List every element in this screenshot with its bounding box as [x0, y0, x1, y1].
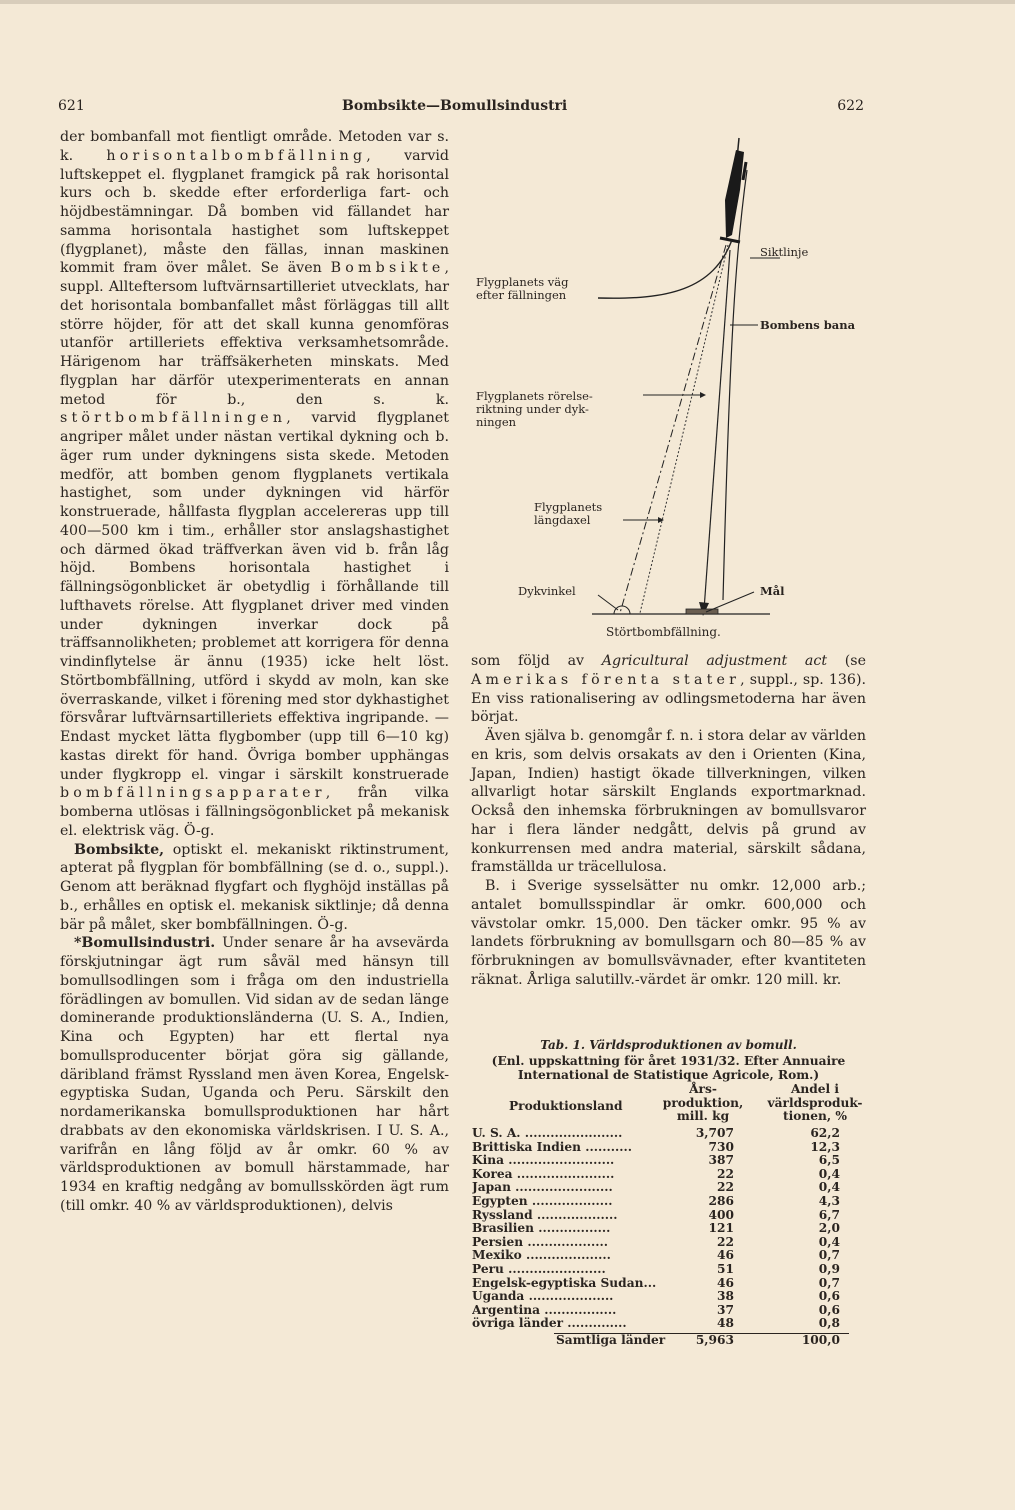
table-row: övriga länder .............. 48 0,8 [472, 1316, 840, 1331]
running-title: Bombsikte—Bomullsindustri [342, 98, 568, 114]
dive-bombing-diagram [468, 130, 868, 645]
label-mal: Mål [760, 584, 785, 598]
label-rorelseriktning: Flygplanets rörelse- riktning under dyk- ningen [476, 389, 593, 429]
table-row: U. S. A. ....................... 3,707 62,2 [472, 1126, 840, 1140]
table-row: Engelsk-egyptiska Sudan... 46 0,7 [472, 1275, 840, 1290]
page-number-left: 621 [58, 98, 85, 114]
table-row: Peru ....................... 51 0,9 [472, 1261, 840, 1276]
label-flygplanets-vag: Flygplanets väg efter fällningen [476, 275, 569, 302]
paragraph-continuation: som följd av Agricultural adjustment act (se Amerikas förenta stater, suppl., sp. 136). En viss rationalisering av odlingsmetoderna har även börjat. [471, 653, 866, 726]
column-header-country: Produktionsland [509, 1099, 623, 1113]
table-row: Uganda .................... 38 0,6 [472, 1289, 840, 1304]
table-row: Persien ................... 22 0,4 [472, 1234, 840, 1249]
entry-bomullsindustri: *Bomullsindustri. Under senare år ha avsevärda förskjutningar ägt rum såväl med hänsyn till bomullsodlingen som i fråga om den industriella förädlingen av bomullen. Vid sidan av de sedan länge dominerande produktionsländerna (U. S. A., Indien, Kina och Egypten) har ett flertal nya bomullsproducenter börjat göra sig gällande, däribland främst Ryssland men även Korea, Engelsk-egyptiska Sudan, Uganda och Peru. Särskilt den nordamerikanska bomullsproduktionen har hårt drabbats av den ekonomiska världskrisen. I U. S. A., varifrån en lång följd av år omkr. 60 % av världsproduktionen av bomull härstammade, har 1934 en kraftig nedgång av bomullsskörden ägt rum (till omkr. 40 % av världsproduktionen), delvis [60, 935, 449, 1214]
table-row: Brittiska Indien ........... 730 12,3 [472, 1139, 840, 1154]
table-row-total: Samtliga länder 5,963 100,0 [556, 1332, 840, 1347]
table-header [472, 1083, 864, 1127]
entry-heading: *Bomullsindustri. [74, 935, 216, 952]
paragraph-bombfallning: der bombanfall mot fientligt område. Metoden var s. k. horisontalbombfällning, varvid luftskeppet el. flygplanet framgick på rak horisontal kurs och b. skedde efter erforderliga fart- och höjdbestämningar. Då bomben vid fällandet har samma horisontala hastighet som luftskeppet (flygplanet), måste den fällas, innan maskinen kommit fram över målet. Se även Bombsikte, suppl. Allteftersom luftvärnsartilleriet utvecklats, har det horisontala bombanfallet måst förläggas till allt större höjder, för att det skall kunna genomföras utanför artilleriets effektiva verksamhetsområde. Härigenom har träffsäkerheten minskats. Med flygplan har därför utexperimenterats en annan metod för b., den s. k. störtbombfällningen, varvid flygplanet angriper målet under nästan vertikal dykning och b. äger rum under dykningens sista skede. Metoden medför, att bomben genom flygplanets vertikala hastighet, som under dykningen vid härför konstruerade, hållfasta flygplan accelereras upp till 400—500 km i tim., erhåller stor anslagshastighet och därmed ökad träffverkan även vid b. från låg höjd. Bombens horisontala hastighet i fällningsögonblicket är obetydlig i förhållande till lufthavets rörelse. Att flygplanet driver med vinden under dykningen inverkar dock på träffsannolikheten; problemet att korrigera för denna vindinflytelse är ännu (1935) icke helt löst. Störtbombfällning, utförd i skydd av moln, kan ske överraskande, vilket i förening med stor dykhastighet försvårar luftvärnsartilleriets effektiva ingripande. — Endast mycket lätta flygbomber (upp till 6—10 kg) kastas direkt för hand. Övriga bomber upphängas under flygkropp el. vingar i särskilt konstruerade bombfällningsapparater, från vilka bomberna utlösas i fällningsögonblicket på mekanisk el. elektrisk väg. Ö-g. [60, 129, 449, 839]
right-column [471, 652, 866, 990]
table-row: Kina ......................... 387 6,5 [472, 1153, 840, 1168]
label-bombens-bana: Bombens bana [760, 318, 856, 332]
table-note: (Enl. uppskattning för året 1931/32. Efter Annuaire International de Statistique Agricole, Rom.) [491, 1054, 846, 1082]
table-row: Egypten ................... 286 4,3 [472, 1193, 840, 1208]
table-row: Brasilien ................. 121 2,0 [472, 1221, 840, 1236]
cotton-production-table [472, 1083, 864, 1348]
diagram-caption: Störtbombfällning. [606, 625, 721, 639]
page-header [58, 98, 864, 118]
table-body [472, 1127, 864, 1331]
label-siktlinje: Siktlinje [760, 245, 809, 259]
left-column [60, 128, 449, 1216]
table-row: Argentina ................. 37 0,6 [472, 1302, 840, 1317]
paragraph-sverige: B. i Sverige sysselsätter nu omkr. 12,000 arb.; antalet bomullsspindlar är omkr. 600,000 och vävstolar omkr. 15,000. Den täcker omkr. 95 % av landets förbrukning av bomullsgarn och 80—85 % av förbrukningen av bomullsvävnader, efter kvantiteten räknat. Årliga salutillv.-värdet är omkr. 120 mill. kr. [471, 878, 866, 988]
table-row: Mexiko .................... 46 0,7 [472, 1248, 840, 1263]
page-edge [0, 0, 1015, 4]
page-number-right: 622 [837, 98, 864, 114]
table-row: Japan ....................... 22 0,4 [472, 1180, 840, 1195]
label-langdaxel: Flygplanets längdaxel [534, 500, 603, 527]
table-row: Korea ....................... 22 0,4 [472, 1166, 840, 1181]
paragraph-kris: Även själva b. genomgår f. n. i stora delar av världen en kris, som delvis orsakats av den i Orienten (Kina, Japan, Indien) hastigt ökade tillverkningen, vilken allvarligt hotar särskilt Englands exportmarknad. Också den inhemska förbrukningen av bomullsvaror har i flera länder nedgått, delvis på grund av konkurrensen med andra material, särskilt sådana, framställda ur träcellulosa. [471, 728, 866, 876]
column-header-production: Års- produktion, mill. kg [662, 1082, 744, 1123]
entry-heading: Bombsikte, [74, 841, 165, 858]
table-caption: Tab. 1. Världsproduktionen av bomull. [540, 1038, 797, 1052]
table-row: Ryssland ................... 400 6,7 [472, 1207, 840, 1222]
label-dykvinkel: Dykvinkel [518, 584, 576, 598]
column-header-share: Andel i världsproduk- tionen, % [767, 1082, 863, 1123]
entry-bombsikte: Bombsikte, optiskt el. mekaniskt riktinstrument, apterat på flygplan för bombfällning (se d. o., suppl.). Genom att beräknad flygfart och flyghöjd inställas på b., erhålles en optisk el. mekanisk siktlinje; då denna bär på målet, sker bombfällningen. Ö-g. [60, 841, 449, 933]
diagram-lines [468, 130, 868, 645]
